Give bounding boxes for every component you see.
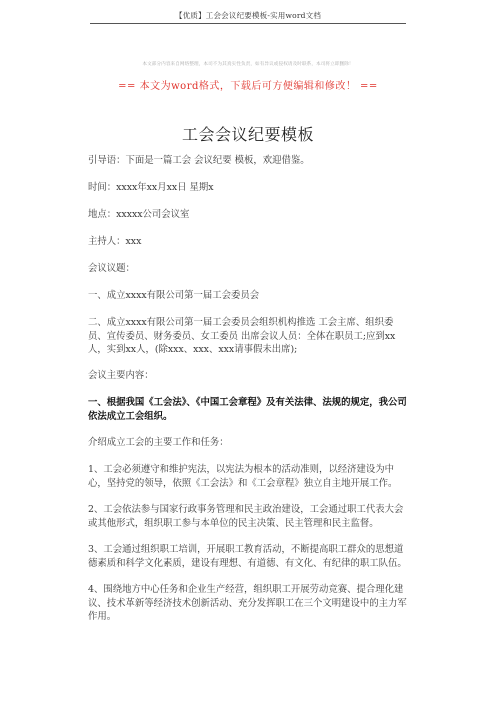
paragraph-topic-1: 一、成立xxxx有限公司第一届工会委员会: [88, 290, 260, 301]
paragraph-location: 地点：xxxxx公司会议室: [88, 209, 190, 220]
header-divider: [90, 23, 406, 24]
paragraph-task-4: 4、围绕地方中心任务和企业生产经营，组织职工开展劳动竞赛、提合理化建议、技术革新等经济技术创新活动、充分发挥职工在三个文明建设中的主力军作用。: [88, 584, 407, 623]
document-title: 工会会议纪要模板: [181, 125, 314, 144]
paragraph-task-3: 3、工会通过组织职工培训，开展职工教育活动，不断提高职工群众的思想道德素质和科学文化素质，建设有理想、有道德、有文化、有纪律的职工队伍。: [88, 544, 407, 569]
paragraph-intro: 引导语：下面是一篇工会 会议纪要 模板，欢迎借鉴。: [88, 155, 310, 166]
paragraph-topics-heading: 会议议题：: [88, 263, 135, 274]
paragraph-task-1: 1、工会必须遵守和维护宪法，以宪法为根本的活动准则，以经济建设为中心，坚持党的领导，依照《工会法》和《工会章程》独立自主地开展工作。: [88, 464, 398, 489]
paragraph-host: 主持人：xxx: [88, 236, 142, 247]
paragraph-time: 时间：xxxx年xx月xx日 星期x: [88, 182, 214, 193]
paragraph-content-heading: 会议主要内容：: [88, 370, 154, 381]
paragraph-legal-basis: 一、根据我国《工会法》、《中国工会章程》及有关法律、法规的规定，我公司依法成立工会组织。: [88, 397, 407, 422]
paragraph-task-2: 2、工会依法参与国家行政事务管理和民主政治建设，工会通过职工代表大会或其他形式，组织职工参与本单位的民主决策、民主管理和民主监督。: [88, 504, 404, 529]
word-format-notice: == 本文为word格式，下载后可方便编辑和修改！ ==: [118, 81, 378, 92]
paragraph-tasks-heading: 介绍成立工会的主要工作和任务：: [88, 437, 229, 448]
disclaimer-text: 本文部分内容来自网络整理，本司不为其真实性负责，如有异议或侵权请及时联系，本司将立即删除！: [142, 62, 354, 67]
paragraph-topic-2: 二、成立xxxx有限公司第一届工会委员会组织机构推选 工会主席、组织委员、宣传委员、财务委员、女工委员 出席会议人员：全体在职员工;应到xx人，实到xx人，(除xxx、xxx、xxx请事假未出席);: [88, 317, 396, 356]
page-header-title: 【优质】工会会议纪要模板-实用word文档: [174, 11, 322, 20]
